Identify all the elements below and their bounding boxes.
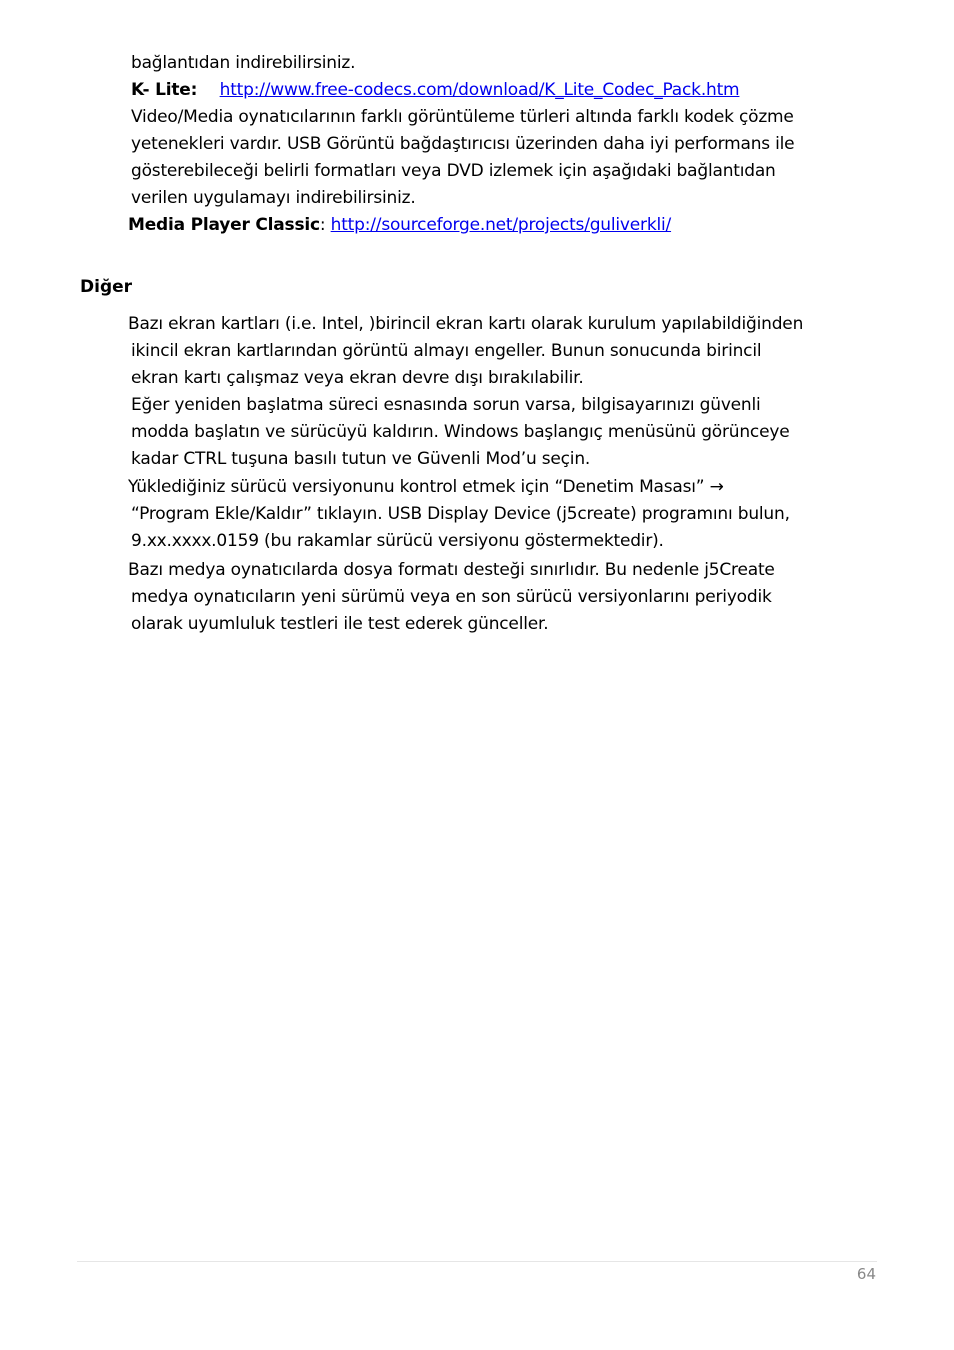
mpc-download-link[interactable]: http://sourceforge.net/projects/guliverkli/ bbox=[330, 215, 672, 235]
klite-download-link[interactable]: http://www.free-codecs.com/download/K_Lite_Codec_Pack.htm bbox=[219, 80, 740, 100]
text-line: ekran kartı çalışmaz veya ekran devre dışı bırakılabilir. bbox=[131, 368, 584, 388]
text-line: yetenekleri vardır. USB Görüntü bağdaştırıcısı üzerinden daha iyi performans ile bbox=[131, 134, 795, 154]
text-line: Bazı ekran kartları (i.e. Intel, )birincil ekran kartı olarak kurulum yapılabildiğinden bbox=[128, 314, 804, 334]
page-number: 64 bbox=[856, 1265, 876, 1283]
mpc-separator: : bbox=[319, 215, 331, 235]
klite-label: K- Lite: bbox=[131, 80, 198, 100]
klite-line bbox=[131, 77, 739, 104]
text-line: medya oynatıcıların yeni sürümü veya en son sürücü versiyonlarını periyodik bbox=[131, 587, 772, 607]
text-line: 9.xx.xxxx.0159 (bu rakamlar sürücü versiyonu göstermektedir). bbox=[131, 531, 664, 551]
text-line: ikincil ekran kartlarından görüntü almayı engeller. Bunun sonucunda birincil bbox=[131, 341, 762, 361]
text-line: Video/Media oynatıcılarının farklı görüntüleme türleri altında farklı kodek çözme bbox=[131, 107, 794, 127]
text-line: kadar CTRL tuşuna basılı tutun ve Güvenli Mod’u seçin. bbox=[131, 449, 591, 469]
text-line: bağlantıdan indirebilirsiniz. bbox=[131, 53, 356, 73]
text-line: modda başlatın ve sürücüyü kaldırın. Windows başlangıç menüsünü görünceye bbox=[131, 422, 790, 442]
text-line: olarak uyumluluk testleri ile test ederek günceller. bbox=[131, 614, 549, 634]
text-line: verilen uygulamayı indirebilirsiniz. bbox=[131, 188, 416, 208]
text-line: Eğer yeniden başlatma süreci esnasında sorun varsa, bilgisayarınızı güvenli bbox=[131, 395, 761, 415]
section-heading: Diğer bbox=[80, 277, 133, 297]
text-line: Bazı medya oynatıcılarda dosya formatı desteği sınırlıdır. Bu nedenle j5Create bbox=[128, 560, 775, 580]
mpc-line bbox=[128, 212, 671, 239]
mpc-label: Media Player Classic bbox=[128, 215, 320, 235]
footer-divider bbox=[77, 1261, 877, 1262]
text-line: gösterebileceği belirli formatları veya DVD izlemek için aşağıdaki bağlantıdan bbox=[131, 161, 776, 181]
text-line: Yüklediğiniz sürücü versiyonunu kontrol etmek için “Denetim Masası” → bbox=[128, 477, 724, 497]
text-line: “Program Ekle/Kaldır” tıklayın. USB Display Device (j5create) programını bulun, bbox=[131, 504, 790, 524]
